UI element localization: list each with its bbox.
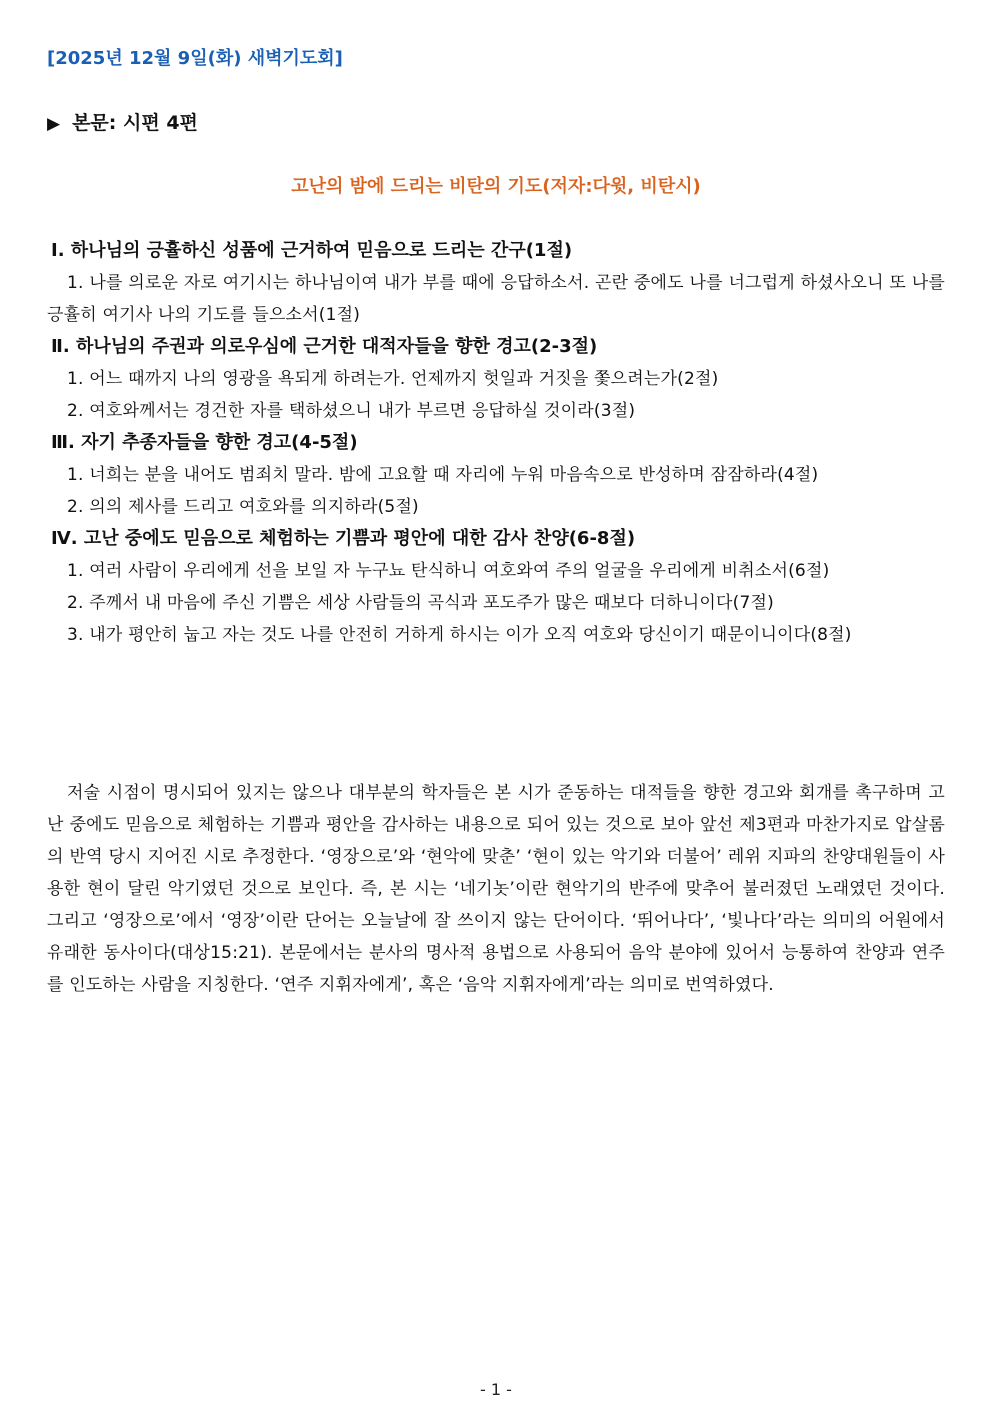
section-4-point-2: 2. 주께서 내 마음에 주신 기쁨은 세상 사람들의 곡식과 포도주가 많은 때보다 더하니이다(7절) (67, 593, 774, 613)
section-heading-1: Ⅰ. 하나님의 긍휼하신 성품에 근거하여 믿음으로 드리는 간구(1절) (51, 240, 573, 261)
commentary-paragraph: 저술 시점이 명시되어 있지는 않으나 대부분의 학자들은 본 시가 준동하는 대적들을 향한 경고와 회개를 촉구하며 고난 중에도 믿음으로 체험하는 기쁨과 평안을 감사하는 내용으로 되어 있는 것으로 보아 앞선 제3편과 마찬가지로 압살롬의 반역 당시 지어진 시로 추정한다. ‘영장으로’와 ‘현악에 맞춘’ ‘현이 있는 악기와 더불어’ 레위 지파의 찬양대원들이 사용한 현이 달린 악기였던 것으로 보인다. 즉, 본 시는 ‘네기놋’이란 현악기의 반주에 맞추어 불러졌던 노래였던 것이다. 그리고 ‘영장으로’에서 ‘영장’이란 단어는 오늘날에 잘 쓰이지 않는 단어이다. ‘뛰어나다’, ‘빛나다’라는 의미의 어원에서 유래한 동사이다(대상15:21). 본문에서는 분사의 명사적 용법으로 사용되어 음악 분야에 있어서 능통하여 찬양과 연주를 인도하는 사람을 지칭한다. ‘연주 지휘자에게’, 혹은 ‘음악 지휘자에게’라는 의미로 번역하였다. (47, 783, 945, 995)
sermon-title: 고난의 밤에 드리는 비탄의 기도(저자:다윗, 비탄시) (291, 176, 701, 197)
section-3-point-1: 1. 너희는 분을 내어도 범죄치 말라. 밤에 고요할 때 자리에 누워 마음속으로 반성하며 잠잠하라(4절) (67, 465, 819, 485)
section-3-point-2: 2. 의의 제사를 드리고 여호와를 의지하라(5절) (67, 497, 419, 517)
section-4-point-3: 3. 내가 평안히 눕고 자는 것도 나를 안전히 거하게 하시는 이가 오직 여호와 당신이기 때문이니이다(8절) (67, 625, 852, 645)
section-heading-3: Ⅲ. 자기 추종자들을 향한 경고(4-5절) (51, 432, 358, 453)
scripture-label: 본문: 시편 4편 (72, 112, 198, 134)
section-heading-2: Ⅱ. 하나님의 주권과 의로우심에 근거한 대적자들을 향한 경고(2-3절) (51, 336, 598, 357)
triangle-right-icon: ▶ (47, 114, 61, 134)
service-date-line: [2025년 12월 9일(화) 새벽기도회] (47, 48, 343, 69)
section-2-point-2: 2. 여호와께서는 경건한 자를 택하셨으니 내가 부르면 응답하실 것이라(3절) (67, 401, 636, 421)
scripture-line (47, 108, 198, 135)
page-number: - 1 - (480, 1380, 512, 1399)
section-4-point-1: 1. 여러 사람이 우리에게 선을 보일 자 누구뇨 탄식하니 여호와여 주의 얼굴을 우리에게 비취소서(6절) (67, 561, 830, 581)
sermon-outline (47, 235, 945, 651)
section-heading-4: Ⅳ. 고난 중에도 믿음으로 체험하는 기쁨과 평안에 대한 감사 찬양(6-8절) (51, 528, 636, 549)
section-1-point-1: 1. 나를 의로운 자로 여기시는 하나님이여 내가 부를 때에 응답하소서. 곤란 중에도 나를 너그럽게 하셨사오니 또 나를 긍휼히 여기사 나의 기도를 들으소서(1절) (47, 273, 945, 325)
section-2-point-1: 1. 어느 때까지 나의 영광을 욕되게 하려는가. 언제까지 헛일과 거짓을 쫓으려는가(2절) (67, 369, 719, 389)
